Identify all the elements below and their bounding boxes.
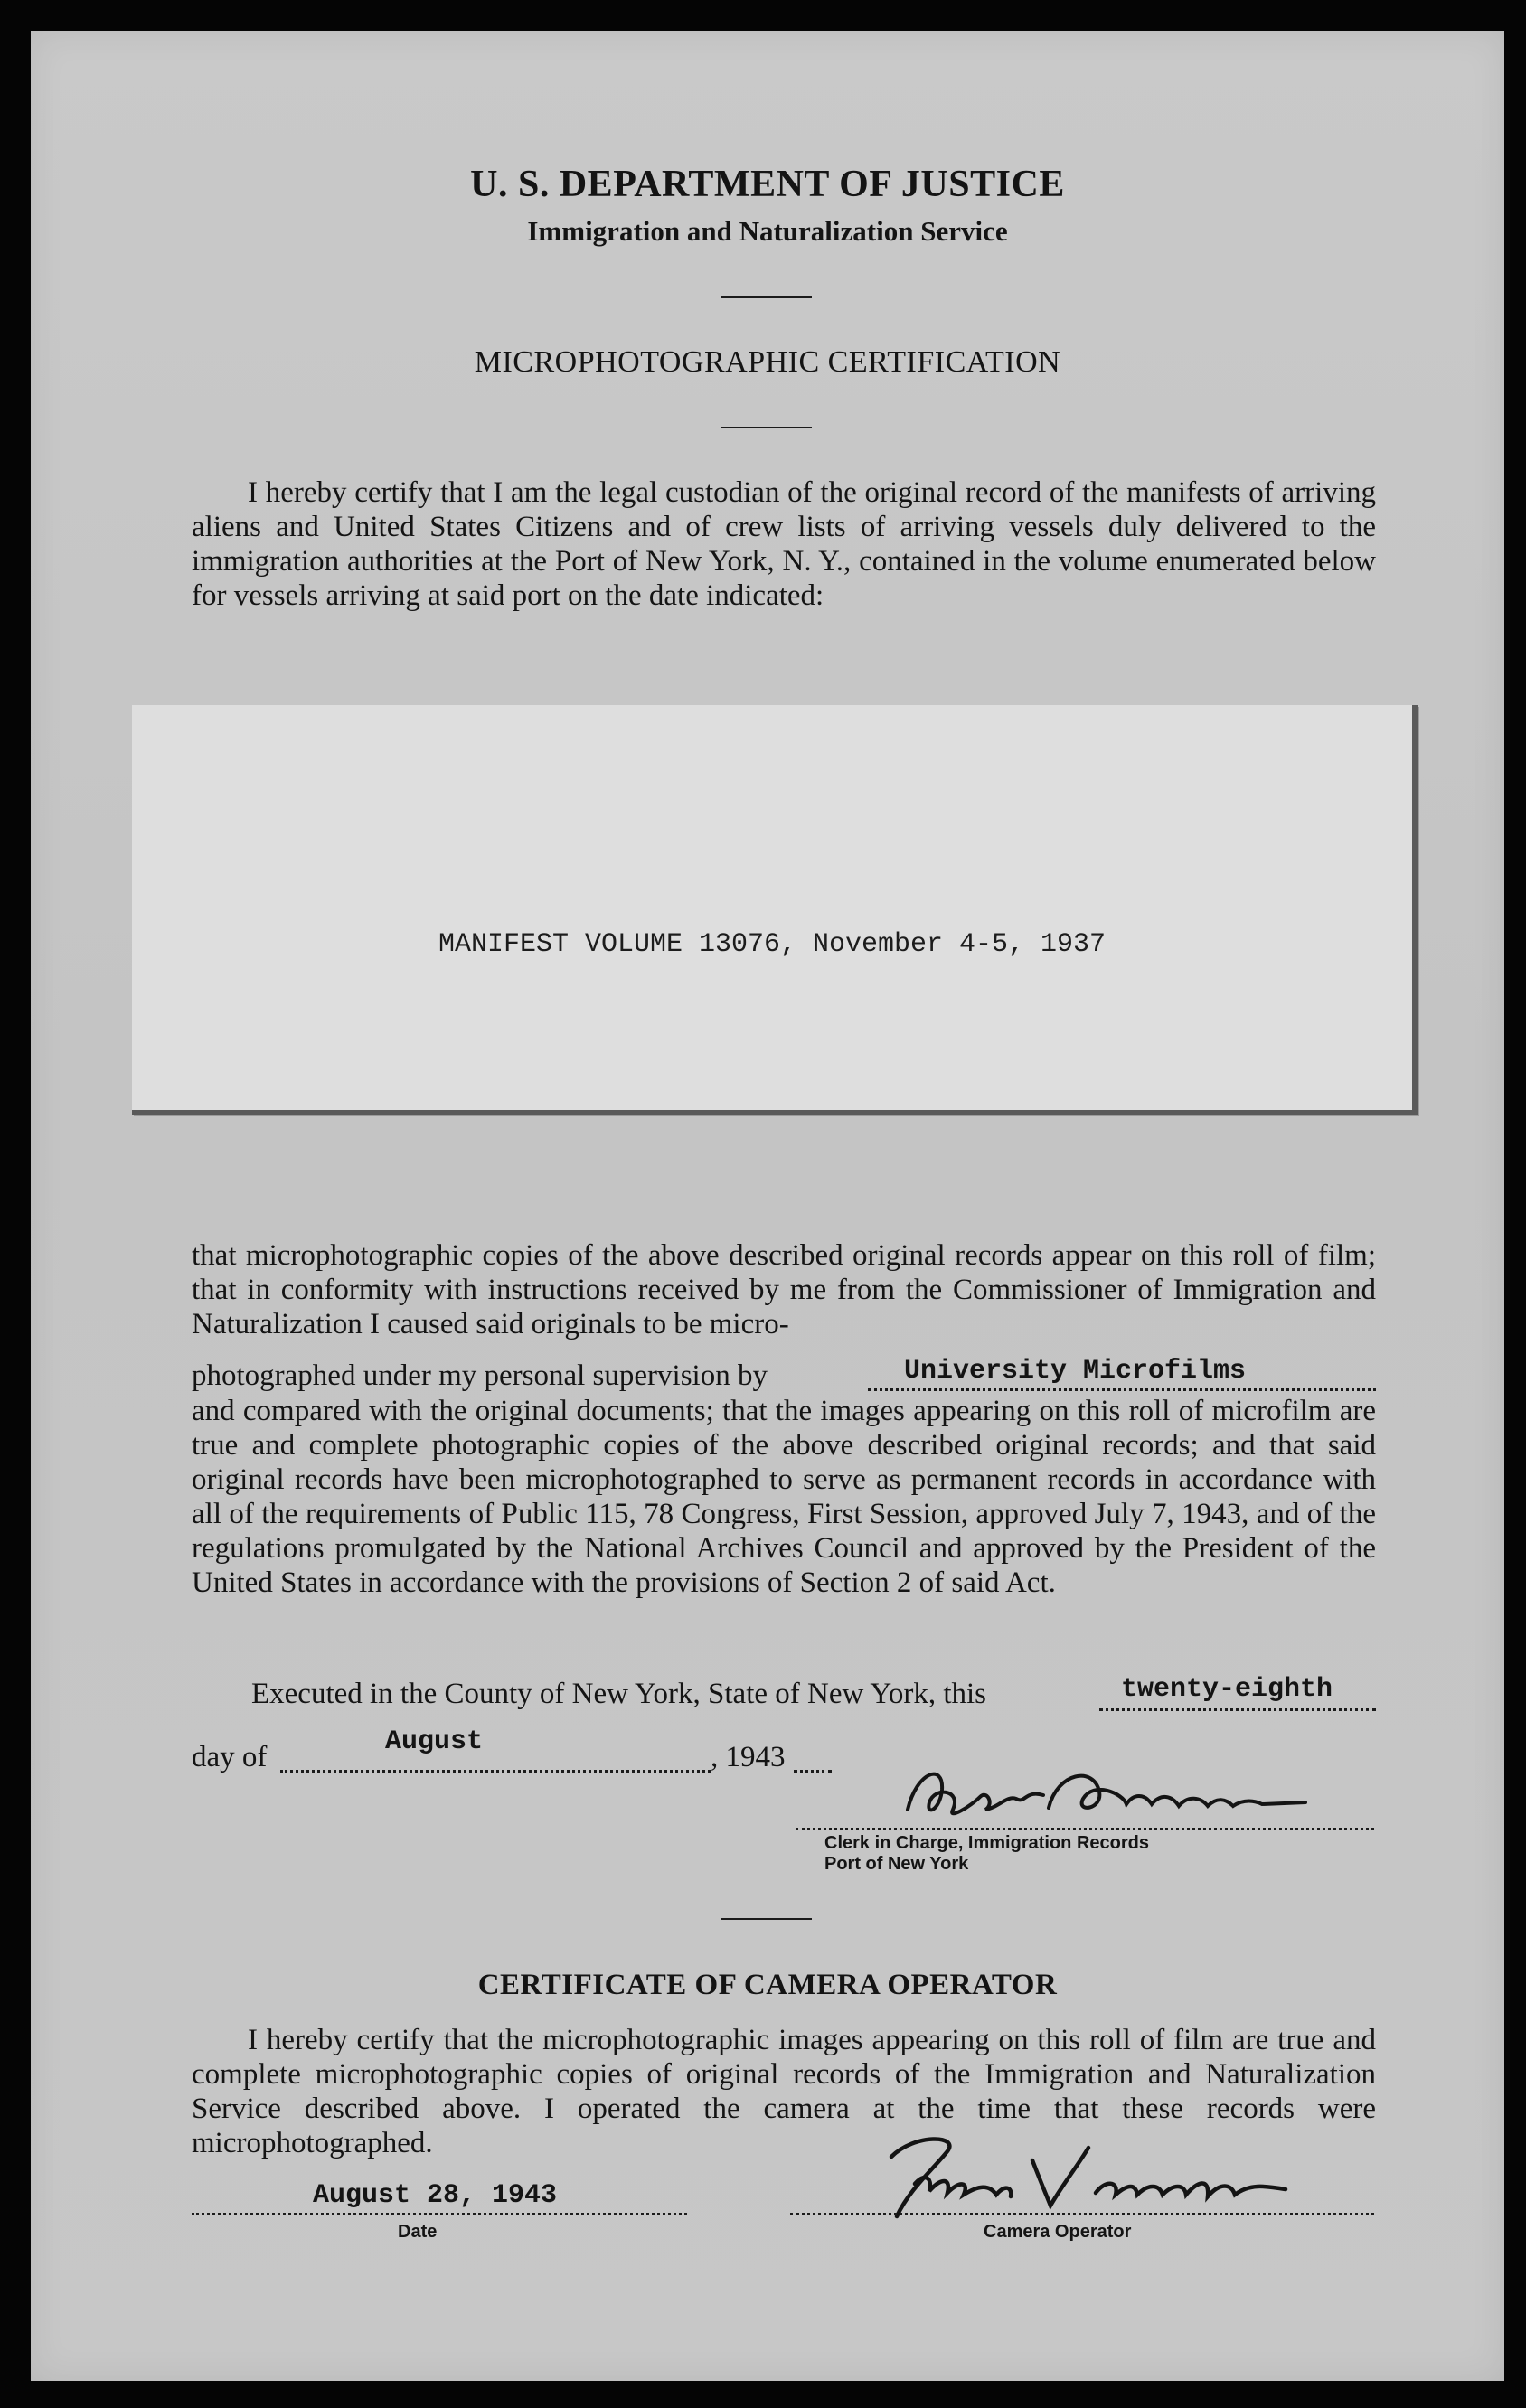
service-subheading: Immigration and Naturalization Service [527, 215, 1008, 247]
year-fill-line [794, 1770, 832, 1773]
operator-signature-line [790, 2213, 1374, 2215]
body-paragraph-part-1: that microphotographic copies of the above described original records appear on this roll of film; that in conformity with instructions received by me from the Commissioner of Immigration and Naturalization I caused said originals to be micro- [192, 1239, 1376, 1340]
day-value: twenty-eighth [1121, 1674, 1333, 1705]
clerk-title-line-1: Clerk in Charge, Immigration Records [824, 1833, 1149, 1853]
intro-paragraph: I hereby certify that I am the legal custodian of the original record of the manifests of arriving aliens and United States Citizens and of crew lists of arriving vessels duly delivered to the immigration authorities at the Port of New York, N. Y., contained in the volume enumerated below for vessels arriving at said port on the date indicated: [192, 476, 1376, 612]
supervision-line [192, 1359, 768, 1393]
camera-operator-label: Camera Operator [984, 2222, 1132, 2242]
clerk-signature-line [796, 1828, 1374, 1830]
manifest-volume-slip [132, 705, 1418, 1115]
clerk-title-line-2: Port of New York [824, 1854, 969, 1874]
date-value: August 28, 1943 [313, 2180, 558, 2211]
divider-rule [721, 427, 812, 428]
supervision-label: photographed under my personal supervision by [192, 1359, 768, 1392]
camera-operator-heading: CERTIFICATE OF CAMERA OPERATOR [477, 1969, 1058, 2001]
clerk-signature [890, 1754, 1323, 1835]
manifest-volume-text: MANIFEST VOLUME 13076, November 4-5, 1937 [438, 929, 1107, 960]
camera-operator-paragraph: I hereby certify that the microphotographic images appearing on this roll of film are true and complete microphotographic copies of original records of the Immigration and Naturalization Service described above. I operated the camera at the time that these records were microphotographed. [192, 2024, 1376, 2159]
divider-rule [721, 1918, 812, 1920]
day-of-label: day of [192, 1741, 268, 1773]
certificate-page [31, 31, 1504, 2381]
supervised-by-value: University Microfilms [904, 1356, 1247, 1387]
month-value: August [385, 1726, 484, 1757]
body-paragraph-part-2: and compared with the original documents; that the images appearing on this roll of microfilm are true and complete photographic copies of the above described original records; and that said original records have been microphotographed to serve as permanent records in accordance with all of the requirements of Public 115, 78 Congress, First Session, approved July 7, 1943, and of the regulations promulgated by the National Archives Council and approved by the President of the United States in accordance with the provisions of Section 2 of said Act. [192, 1395, 1376, 1599]
supervisor-fill-line [868, 1388, 1376, 1391]
certification-title: MICROPHOTOGRAPHIC CERTIFICATION [474, 345, 1061, 379]
date-label: Date [398, 2222, 438, 2242]
year-text: , 1943 [711, 1741, 786, 1773]
month-fill-line [280, 1770, 711, 1773]
day-fill-line [1099, 1708, 1376, 1711]
date-fill-line [192, 2213, 687, 2215]
department-heading: U. S. DEPARTMENT OF JUSTICE [470, 164, 1065, 205]
divider-rule [721, 296, 812, 298]
executed-line: Executed in the County of New York, State of New York, this [251, 1678, 987, 1710]
